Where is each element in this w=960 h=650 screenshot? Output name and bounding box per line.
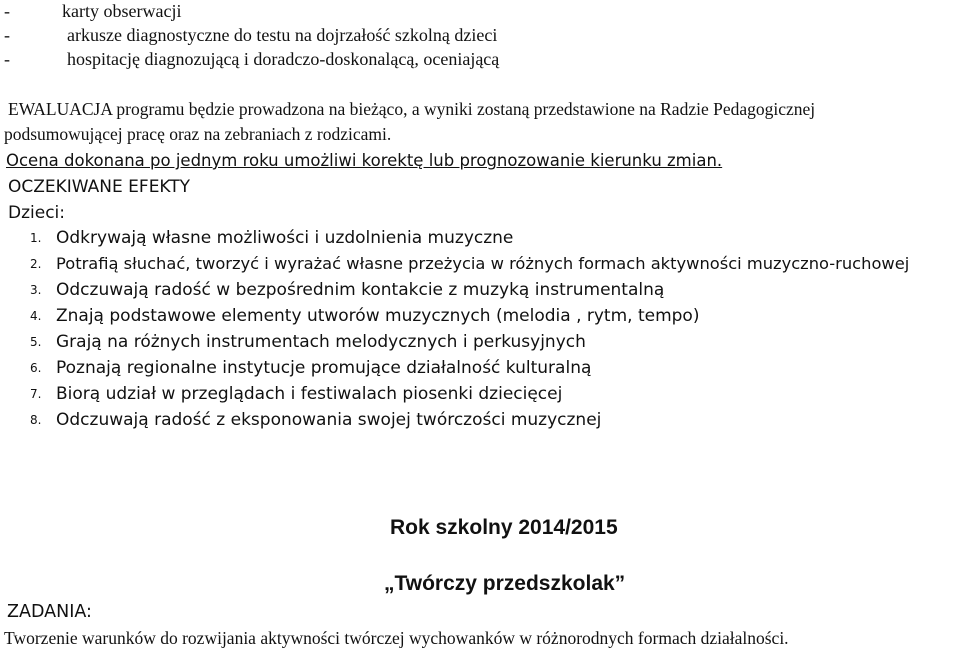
item-text: Biorą udział w przeglądach i festiwalach piosenki dziecięcej — [56, 384, 563, 404]
list-item-text: hospitację diagnozującą i doradczo-doskonalącą, oceniającą — [67, 49, 500, 69]
item-number: 3. — [30, 283, 42, 297]
bullet: - — [4, 1, 10, 21]
evaluation-line-1: EWALUACJA programu będzie prowadzona na bieżąco, a wyniki zostaną przedstawione na Radzie Pedagogicznej — [8, 99, 816, 119]
item-text: Odczuwają radość z eksponowania swojej twórczości muzycznej — [56, 410, 602, 430]
item-number: 6. — [30, 361, 42, 375]
item-text: Grają na różnych instrumentach melodycznych i perkusyjnych — [56, 332, 586, 352]
list-item-text: arkusze diagnostyczne do testu na dojrzałość szkolną dzieci — [67, 25, 498, 45]
effects-subheading: Dzieci: — [8, 203, 65, 223]
effects-heading: OCZEKIWANE EFEKTY — [8, 177, 191, 197]
item-text: Potrafią słuchać, tworzyć i wyrażać własne przeżycia w różnych formach aktywności muzyczno-ruchowej — [56, 254, 910, 273]
effect-item — [0, 253, 960, 275]
effect-item — [0, 357, 960, 379]
tasks-text: Tworzenie warunków do rozwijania aktywności twórczej wychowanków w różnorodnych formach działalności. — [4, 628, 789, 648]
school-year-title: Rok szkolny 2014/2015 — [390, 516, 618, 539]
program-title: „Twórczy przedszkolak” — [384, 572, 626, 595]
item-text: Odczuwają radość w bezpośrednim kontakcie z muzyką instrumentalną — [56, 280, 665, 300]
item-number: 4. — [30, 309, 42, 323]
tasks-heading: ZADANIA: — [7, 602, 92, 622]
effect-item — [0, 331, 960, 353]
effect-item — [0, 409, 960, 431]
item-number: 7. — [30, 387, 42, 401]
effect-item — [0, 383, 960, 405]
item-number: 8. — [30, 413, 42, 427]
effect-item — [0, 279, 960, 301]
item-text: Poznają regionalne instytucje promujące działalność kulturalną — [56, 358, 592, 378]
effect-item — [0, 305, 960, 327]
item-number: 5. — [30, 335, 42, 349]
item-text: Odkrywają własne możliwości i uzdolnienia muzyczne — [56, 228, 514, 248]
list-item-text: karty obserwacji — [62, 1, 182, 21]
item-number: 2. — [30, 257, 42, 271]
effect-item — [0, 227, 960, 249]
evaluation-line-2: podsumowującej pracę oraz na zebraniach z rodzicami. — [4, 124, 392, 144]
assessment-text: Ocena dokonana po jednym roku umożliwi korektę lub prognozowanie kierunku zmian. — [6, 151, 723, 170]
bullet: - — [4, 25, 10, 45]
bullet: - — [4, 49, 10, 69]
item-text: Znają podstawowe elementy utworów muzycznych (melodia , rytm, tempo) — [56, 306, 700, 326]
item-number: 1. — [30, 231, 42, 245]
